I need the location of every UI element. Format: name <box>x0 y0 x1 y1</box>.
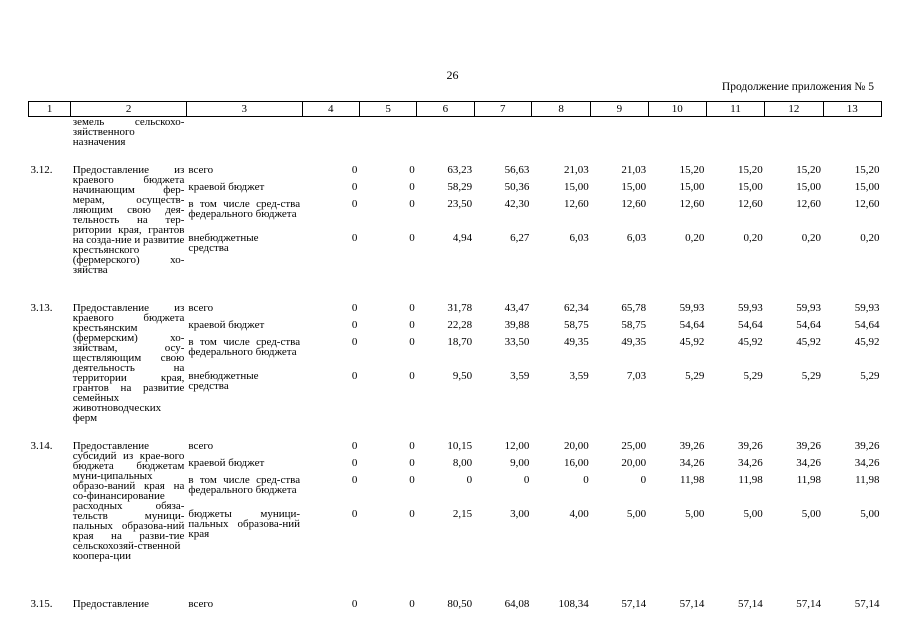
value-cell: 5,00 <box>743 508 763 520</box>
funding-source: всего <box>188 302 214 314</box>
column-header: 9 <box>591 102 648 117</box>
data-table <box>28 101 882 616</box>
value-cell: 49,35 <box>563 336 589 348</box>
value-cell: 39,26 <box>679 440 705 452</box>
value-cell: 45,92 <box>737 336 763 348</box>
continued-fragment-row <box>29 117 882 156</box>
value-cell: 25,00 <box>621 440 647 452</box>
header-row <box>29 102 882 117</box>
value-cell: 59,93 <box>854 302 880 314</box>
value-cell: 15,00 <box>621 181 647 193</box>
value-cell: 39,88 <box>504 319 530 331</box>
value-cell: 5,29 <box>685 370 705 382</box>
funding-source: в том числе сред-ства федерального бюджета <box>188 474 301 496</box>
column-header: 13 <box>823 102 881 117</box>
continuation-note: Продолжение приложения № 5 <box>721 81 874 93</box>
funding-source: внебюджетные средства <box>188 370 259 392</box>
value-cell: 57,14 <box>796 598 822 610</box>
value-cell: 0,20 <box>801 232 822 244</box>
column-header: 2 <box>71 102 187 117</box>
value-cell: 18,70 <box>447 336 473 348</box>
value-cell: 15,00 <box>854 181 880 193</box>
value-cell: 43,47 <box>504 302 530 314</box>
value-cell: 50,36 <box>504 181 530 193</box>
value-cell: 3,59 <box>510 370 530 382</box>
value-cell: 11,98 <box>855 474 880 486</box>
value-cell: 6,03 <box>569 232 589 244</box>
value-cell: 0 <box>409 319 415 331</box>
value-cell: 57,14 <box>854 598 880 610</box>
funding-source: бюджеты муници-пальных образова-ний края <box>188 508 301 540</box>
column-header: 11 <box>706 102 764 117</box>
value-cell: 62,34 <box>563 302 589 314</box>
value-cell: 5,29 <box>860 370 880 382</box>
value-cell: 15,20 <box>679 164 705 176</box>
value-cell: 0 <box>409 474 415 486</box>
value-cell: 16,00 <box>563 457 589 469</box>
value-cell: 0 <box>351 370 358 382</box>
value-cell: 34,26 <box>679 457 705 469</box>
value-cell: 54,64 <box>854 319 880 331</box>
value-cell: 42,30 <box>504 198 530 210</box>
column-header: 3 <box>186 102 302 117</box>
value-cell: 34,26 <box>796 457 822 469</box>
value-cell: 56,63 <box>504 164 530 176</box>
value-cell: 0 <box>409 198 415 210</box>
value-cell: 23,50 <box>447 198 473 210</box>
continued-description: земель сельскохо-зяйственного назначения <box>72 116 185 148</box>
value-cell: 12,60 <box>854 198 880 210</box>
value-cell: 0 <box>351 440 358 452</box>
value-cell: 0 <box>409 598 415 610</box>
value-cell: 59,93 <box>679 302 705 314</box>
value-cell: 6,27 <box>510 232 530 244</box>
column-header: 8 <box>531 102 590 117</box>
value-cell: 12,60 <box>796 198 822 210</box>
value-cell: 5,00 <box>860 508 880 520</box>
value-cell: 2,15 <box>452 508 473 520</box>
value-cell: 21,03 <box>621 164 647 176</box>
value-cell: 11,98 <box>796 474 822 486</box>
value-cell: 10,15 <box>447 440 473 452</box>
value-cell: 0 <box>409 302 415 314</box>
funding-source: внебюджетные средства <box>188 232 259 254</box>
value-cell: 15,20 <box>796 164 822 176</box>
value-cell: 65,78 <box>621 302 647 314</box>
value-cell: 0,20 <box>743 232 763 244</box>
value-cell: 80,50 <box>447 598 473 610</box>
value-cell: 0 <box>351 164 358 176</box>
value-cell: 12,00 <box>504 440 530 452</box>
table-row <box>29 303 882 320</box>
table-row <box>29 599 882 616</box>
table-row <box>29 165 882 182</box>
value-cell: 39,26 <box>854 440 880 452</box>
table-row <box>29 441 882 458</box>
value-cell: 5,00 <box>685 508 705 520</box>
value-cell: 49,35 <box>621 336 647 348</box>
value-cell: 5,00 <box>626 508 647 520</box>
value-cell: 0 <box>409 336 415 348</box>
funding-source: в том числе сред-ства федерального бюджета <box>188 198 301 220</box>
value-cell: 0 <box>409 232 415 244</box>
value-cell: 4,00 <box>569 508 589 520</box>
item-number: 3.14. <box>30 440 53 452</box>
value-cell: 58,75 <box>563 319 589 331</box>
funding-source: краевой бюджет <box>188 319 265 331</box>
column-header: 1 <box>29 102 71 117</box>
value-cell: 34,26 <box>737 457 763 469</box>
value-cell: 59,93 <box>796 302 822 314</box>
item-description: Предоставление из краевого бюджета начинающим фер-мерам, осуществ-ляющим свою дея-тельность на тер-ритории края, грантов на созда-ние и развитие крестьянского (фермерского) хо-зяйства <box>72 164 185 276</box>
value-cell: 0 <box>523 474 530 486</box>
value-cell: 45,92 <box>854 336 880 348</box>
value-cell: 108,34 <box>558 598 589 610</box>
column-header: 4 <box>302 102 359 117</box>
value-cell: 0 <box>409 457 415 469</box>
value-cell: 12,60 <box>737 198 763 210</box>
value-cell: 21,03 <box>563 164 589 176</box>
value-cell: 34,26 <box>854 457 880 469</box>
value-cell: 31,78 <box>447 302 473 314</box>
value-cell: 45,92 <box>796 336 822 348</box>
value-cell: 0 <box>351 319 358 331</box>
value-cell: 0 <box>409 370 415 382</box>
funding-source: всего <box>188 164 214 176</box>
value-cell: 54,64 <box>679 319 705 331</box>
value-cell: 0 <box>351 302 358 314</box>
value-cell: 63,23 <box>447 164 473 176</box>
value-cell: 22,28 <box>447 319 473 331</box>
funding-source: всего <box>188 598 214 610</box>
item-description: Предоставление <box>72 598 150 610</box>
value-cell: 0 <box>351 598 358 610</box>
value-cell: 9,50 <box>452 370 473 382</box>
value-cell: 45,92 <box>679 336 705 348</box>
value-cell: 5,29 <box>801 370 822 382</box>
value-cell: 0 <box>351 198 358 210</box>
value-cell: 0 <box>583 474 589 486</box>
funding-source: краевой бюджет <box>188 181 265 193</box>
value-cell: 15,20 <box>854 164 880 176</box>
value-cell: 15,00 <box>737 181 763 193</box>
value-cell: 12,60 <box>621 198 647 210</box>
value-cell: 57,14 <box>737 598 763 610</box>
column-header: 5 <box>359 102 416 117</box>
value-cell: 54,64 <box>796 319 822 331</box>
value-cell: 0 <box>351 232 358 244</box>
value-cell: 11,98 <box>680 474 705 486</box>
value-cell: 4,94 <box>452 232 473 244</box>
value-cell: 58,29 <box>447 181 473 193</box>
value-cell: 6,03 <box>626 232 647 244</box>
value-cell: 0 <box>351 181 358 193</box>
value-cell: 0 <box>409 181 415 193</box>
item-description: Предоставление из краевого бюджета крестьянским (фермерским) хо-зяйствам, осу-ществляющим свою деятельность на территории края, грантов на развитие семейных животноводческих ферм <box>72 302 185 424</box>
item-description: Предоставление субсидий из крае-вого бюджета бюджетам муни-ципальных образо-ваний края на со-финансирование расходных обяза-тельств муници-пальных образова-ний края на разви-тие сельскохозяй-ственной коопера-ции <box>72 440 185 562</box>
value-cell: 0 <box>409 440 415 452</box>
value-cell: 11,98 <box>738 474 763 486</box>
value-cell: 15,20 <box>737 164 763 176</box>
funding-source: в том числе сред-ства федерального бюджета <box>188 336 301 358</box>
value-cell: 39,26 <box>796 440 822 452</box>
value-cell: 15,00 <box>563 181 589 193</box>
item-number: 3.15. <box>30 598 53 610</box>
value-cell: 0 <box>351 457 358 469</box>
value-cell: 33,50 <box>504 336 530 348</box>
value-cell: 58,75 <box>621 319 647 331</box>
value-cell: 9,00 <box>510 457 530 469</box>
value-cell: 3,59 <box>569 370 589 382</box>
value-cell: 5,00 <box>801 508 822 520</box>
value-cell: 39,26 <box>737 440 763 452</box>
item-number: 3.12. <box>30 164 53 176</box>
column-header: 12 <box>765 102 823 117</box>
value-cell: 0 <box>409 508 415 520</box>
value-cell: 0 <box>351 336 358 348</box>
value-cell: 12,60 <box>563 198 589 210</box>
column-header: 7 <box>474 102 531 117</box>
value-cell: 12,60 <box>679 198 705 210</box>
page-number: 26 <box>446 68 459 82</box>
column-header: 6 <box>417 102 474 117</box>
value-cell: 57,14 <box>621 598 647 610</box>
value-cell: 64,08 <box>504 598 530 610</box>
value-cell: 7,03 <box>626 370 647 382</box>
value-cell: 20,00 <box>563 440 589 452</box>
funding-source: всего <box>188 440 214 452</box>
value-cell: 59,93 <box>737 302 763 314</box>
value-cell: 15,00 <box>796 181 822 193</box>
value-cell: 3,00 <box>510 508 530 520</box>
funding-source: краевой бюджет <box>188 457 265 469</box>
value-cell: 54,64 <box>737 319 763 331</box>
value-cell: 0,20 <box>860 232 880 244</box>
value-cell: 0 <box>640 474 647 486</box>
value-cell: 5,29 <box>743 370 763 382</box>
column-header: 10 <box>648 102 706 117</box>
item-number: 3.13. <box>30 302 53 314</box>
value-cell: 20,00 <box>621 457 647 469</box>
value-cell: 0 <box>351 508 358 520</box>
value-cell: 0 <box>409 164 415 176</box>
value-cell: 57,14 <box>679 598 705 610</box>
value-cell: 0 <box>351 474 358 486</box>
value-cell: 0,20 <box>685 232 705 244</box>
value-cell: 8,00 <box>452 457 473 469</box>
value-cell: 15,00 <box>679 181 705 193</box>
value-cell: 0 <box>466 474 473 486</box>
